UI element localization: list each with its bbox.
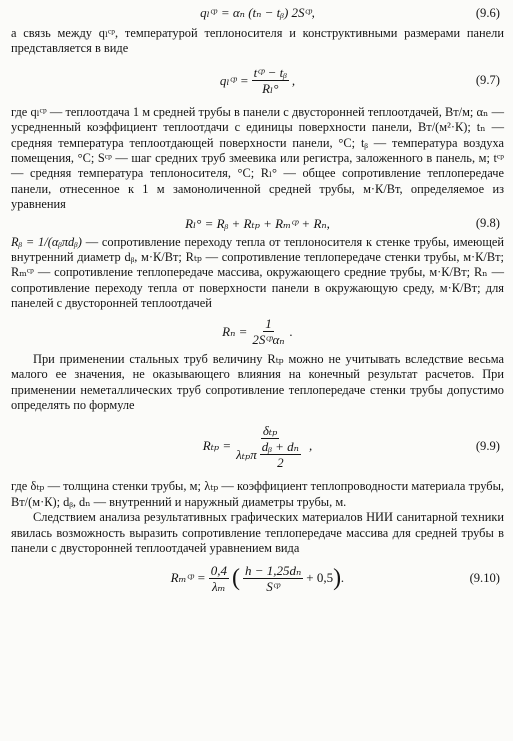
numerator: 0,4 <box>210 562 227 578</box>
equation-lhs: qₗᶜᵖ = <box>219 72 249 88</box>
fraction <box>252 65 289 96</box>
inner-denominator: 2 <box>277 454 284 470</box>
equation-9-9 <box>11 413 504 479</box>
numerator: tᶜᵖ − tᵦ <box>253 65 287 81</box>
equation-lhs: Rₜₚ = <box>202 438 232 454</box>
equation-number: (9.7) <box>475 73 500 88</box>
denominator: 2Sᶜᵖαₙ <box>252 332 285 348</box>
inner-tail: + 0,5 <box>306 570 334 586</box>
paragraph: При применении стальных труб величину Rₜₚ можно не учитывать вследствие весьма малого ее значения, не оказывающего влияния на конечный результат расчетов. При применении неметаллических труб сопротивление теплопередаче стенки трубы допустимо определять по формуле <box>11 351 504 412</box>
fraction <box>209 563 229 594</box>
equation-number: (9.9) <box>475 438 500 453</box>
equation-tail: . <box>289 323 293 339</box>
equation-rn <box>11 312 504 352</box>
paragraph: где qₗᶜᵖ — теплоотдача 1 м средней трубы в панели с двусторонней теплоотдачей, Вт/м; αₙ — усредненный коэффициент теплоотдачи с единицы поверхности панели, Вт/(м²·К); tₙ — средняя температура теплоотдающей поверхности панели, °С; tᵦ — температура воздуха помещения, °С; Sᶜᵖ — шаг средних труб змеевика или регистра, заложенного в панель, м; tᶜᵖ — средняя температура теплоносителя, °С; Rₗ° — общее сопротивление теплопередаче панели, отнесенное к 1 м замоноличенной средней трубы, м·К/Вт, определяемое из уравнения <box>11 104 504 212</box>
denominator: Rₗ° <box>262 81 279 97</box>
fraction <box>234 423 306 470</box>
equation-number: (9.8) <box>475 216 500 231</box>
equation-tail: . <box>341 570 345 586</box>
denominator: λₘ <box>212 578 226 594</box>
paragraph: а связь между qₗᶜᵖ, температурой теплоносителя и конструктивными размерами панели представляется в виде <box>11 26 504 56</box>
equation-lhs: qₗᶜᵖ <box>200 5 217 20</box>
paragraph-text: — сопротивление переходу тепла от теплоносителя к стенке трубы, имеющей внутренний диаметр dᵦ, м·К/Вт; Rₜₚ — сопротивление теплопередаче стенки трубы, м·К/Вт; Rₘᶜᵖ — сопротивление теплопередаче массива, окружающего средние трубы, м·К/Вт; Rₙ — сопротивление переходу тепла от поверхности панели в окружающую среду, м·К/Вт; для панелей с двусторонней теплоотдачей <box>11 234 504 311</box>
equation-lhs: Rₙ = <box>222 323 248 339</box>
equation-9-7 <box>11 57 504 105</box>
equation-9-10 <box>11 556 504 600</box>
denominator <box>234 439 306 470</box>
equation-lhs: Rₘᶜᵖ = <box>170 570 206 586</box>
inner-numerator: h − 1,25dₙ <box>244 562 302 578</box>
inline-formula: Rᵦ = 1/(αᵦπdᵦ) <box>11 234 82 249</box>
numerator: δₜₚ <box>262 422 278 438</box>
fraction <box>250 316 286 347</box>
equation-number: (9.6) <box>475 5 500 20</box>
inner-fraction <box>243 563 303 594</box>
left-paren: ( <box>231 565 240 592</box>
inner-numerator: dᵦ + dₙ <box>261 438 299 454</box>
inner-denominator: Sᶜᵖ <box>266 578 280 594</box>
numerator: 1 <box>265 316 272 332</box>
paragraph: где δₜₚ — толщина стенки трубы, м; λₜₚ — коэффициент теплопроводности материала трубы, Вт/(м·К); dᵦ, dₙ — внутренний и наружный диаметры трубы, м. <box>11 479 504 509</box>
paragraph: Следствием анализа результативных графических материалов НИИ санитарной техники явилась возможность выразить сопротивление теплопередаче массива для средней трубы в панели с двусторонней теплоотдачей уравнением вида <box>11 510 504 555</box>
equation-9-6 <box>11 0 504 26</box>
equation-body: Rₗ° = Rᵦ + Rₜₚ + Rₘᶜᵖ + Rₙ, <box>185 215 330 231</box>
equation-9-8 <box>11 213 504 235</box>
paragraph <box>11 235 504 312</box>
denominator-left: λₜₚπ <box>236 446 257 462</box>
equation-tail: , <box>308 438 313 454</box>
equation-rhs: = αₙ (tₙ − tᵦ) 2Sᶜᵖ, <box>220 5 315 20</box>
right-paren: ) <box>333 565 342 592</box>
equation-tail: , <box>291 72 296 88</box>
equation-number: (9.10) <box>469 570 500 585</box>
inner-fraction <box>260 439 301 470</box>
